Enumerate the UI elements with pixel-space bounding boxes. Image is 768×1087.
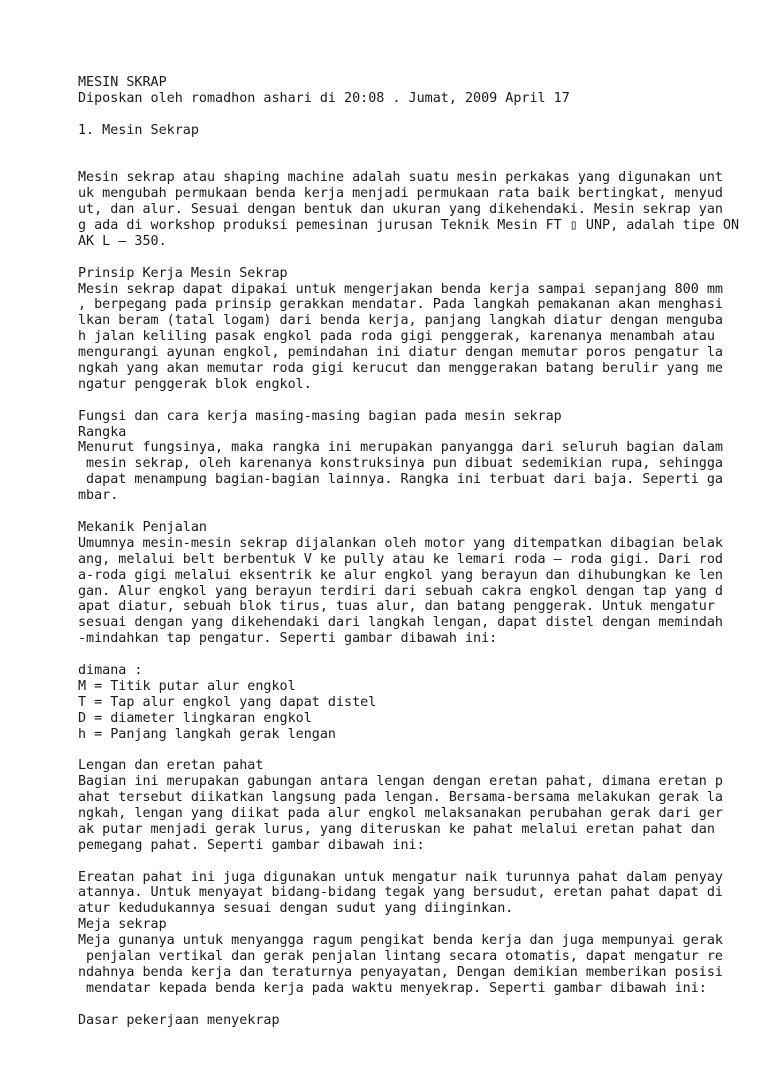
text-line: apat diatur, sebuah blok tirus, tuas alur, dan batang penggerak. Untuk mengatur	[78, 599, 715, 615]
text-line: ak putar menjadi gerak lurus, yang diteruskan ke pahat melalui eretan pahat dan	[78, 821, 715, 837]
text-line	[78, 154, 718, 170]
text-line	[78, 139, 718, 155]
text-line: Ereatan pahat ini juga digunakan untuk mengatur naik turunnya pahat dalam penyay	[78, 869, 723, 885]
document-title: MESIN SKRAP	[78, 75, 167, 90]
text-line: Rangka	[78, 424, 127, 440]
text-line: ndahnya benda kerja dan teraturnya penyayatan, Dengan demikian memberikan posisi	[78, 964, 723, 980]
text-line: Meja gunanya untuk menyangga ragum pengikat benda kerja dan juga mempunyai gerak	[78, 933, 723, 949]
text-line	[78, 647, 718, 663]
text-line: Meja sekrap	[78, 917, 167, 933]
text-line: Dasar pekerjaan menyekrap	[78, 1012, 280, 1028]
text-line: Bagian ini merupakan gabungan antara lengan dengan eretan pahat, dimana eretan p	[78, 774, 723, 790]
text-line: a-roda gigi melalui eksentrik ke alur engkol yang berayun dan dihubungkan ke len	[78, 567, 723, 583]
text-line	[78, 250, 718, 266]
text-line: ngatur penggerak blok engkol.	[78, 376, 312, 392]
text-line: Mesin sekrap dapat dipakai untuk mengerjakan benda kerja sampai sepanjang 800 mm	[78, 281, 723, 297]
text-line	[78, 107, 718, 123]
text-line: dapat menampung bagian-bagian lainnya. Rangka ini terbuat dari baja. Seperti ga	[78, 472, 723, 488]
text-line: Fungsi dan cara kerja masing-masing bagian pada mesin sekrap	[78, 408, 562, 424]
text-line: T = Tap alur engkol yang dapat distel	[78, 694, 377, 710]
text-line	[78, 504, 718, 520]
text-line: ngkah yang akan memutar roda gigi kerucut dan menggerakan batang berulir yang me	[78, 361, 723, 377]
text-line: AK L – 350.	[78, 233, 167, 249]
text-line: mendatar kepada benda kerja pada waktu menyekrap. Seperti gambar dibawah ini:	[78, 980, 707, 996]
text-line: ang, melalui belt berbentuk V ke pully atau ke lemari roda – roda gigi. Dari rod	[78, 551, 723, 567]
text-line: Umumnya mesin-mesin sekrap dijalankan oleh motor yang ditempatkan dibagian belak	[78, 535, 723, 551]
text-line: Mekanik Penjalan	[78, 519, 207, 535]
text-line	[78, 854, 718, 870]
text-line: sesuai dengan yang dikehendaki dari langkah lengan, dapat distel dengan memindah	[78, 615, 723, 631]
text-line: ngkah, lengan yang diikat pada alur engkol melaksanakan perubahan gerak dari ger	[78, 805, 723, 821]
text-line: , berpegang pada prinsip gerakkan mendatar. Pada langkah pemakanan akan menghasi	[78, 297, 723, 313]
text-line: M = Titik putar alur engkol	[78, 678, 296, 694]
text-line: ut, dan alur. Sesuai dengan bentuk dan ukuran yang dikehendaki. Mesin sekrap yan	[78, 202, 723, 218]
text-line: h = Panjang langkah gerak lengan	[78, 726, 336, 742]
text-line	[78, 742, 718, 758]
text-line: lkan beram (tatal logam) dari benda kerja, panjang langkah diatur dengan menguba	[78, 313, 723, 329]
text-line: atannya. Untuk menyayat bidang-bidang tegak yang bersudut, eretan pahat dapat di	[78, 885, 723, 901]
text-line: Mesin sekrap atau shaping machine adalah suatu mesin perkakas yang digunakan unt	[78, 170, 723, 186]
text-line	[78, 997, 718, 1013]
text-line: ahat tersebut diikatkan langsung pada lengan. Bersama-bersama melakukan gerak la	[78, 790, 723, 806]
text-line: Prinsip Kerja Mesin Sekrap	[78, 265, 288, 281]
text-line: Menurut fungsinya, maka rangka ini merupakan panyangga dari seluruh bagian dalam	[78, 440, 723, 456]
text-line: h jalan keliling pasak engkol pada roda gigi penggerak, karenanya menambah atau	[78, 329, 715, 345]
text-line: g ada di workshop produksi pemesinan jurusan Teknik Mesin FT ▯ UNP, adalah tipe ON	[78, 218, 740, 234]
text-line: gan. Alur engkol yang berayun terdiri dari sebuah cakra engkol dengan tap yang d	[78, 583, 723, 599]
document-body	[78, 75, 740, 1028]
text-line: D = diameter lingkaran engkol	[78, 710, 312, 726]
text-line: Lengan dan eretan pahat	[78, 758, 264, 774]
text-line: atur kedudukannya sesuai dengan sudut yang diinginkan.	[78, 901, 514, 917]
text-line: pemegang pahat. Seperti gambar dibawah ini:	[78, 837, 425, 853]
text-line	[78, 393, 718, 409]
text-line: Diposkan oleh romadhon ashari di 20:08 . Jumat, 2009 April 17	[78, 90, 570, 106]
text-line: mesin sekrap, oleh karenanya konstruksinya pun dibuat sedemikian rupa, sehingga	[78, 456, 723, 472]
text-line: -mindahkan tap pengatur. Seperti gambar dibawah ini:	[78, 631, 498, 647]
text-line: uk mengubah permukaan benda kerja menjadi permukaan rata baik bertingkat, menyud	[78, 186, 723, 202]
text-line: dimana :	[78, 662, 143, 678]
text-line: mengurangi ayunan engkol, pemindahan ini diatur dengan memutar poros pengatur la	[78, 345, 723, 361]
text-line: penjalan vertikal dan gerak penjalan lintang secara otomatis, dapat mengatur re	[78, 948, 723, 964]
text-line: mbar.	[78, 488, 119, 504]
text-line: 1. Mesin Sekrap	[78, 122, 199, 138]
